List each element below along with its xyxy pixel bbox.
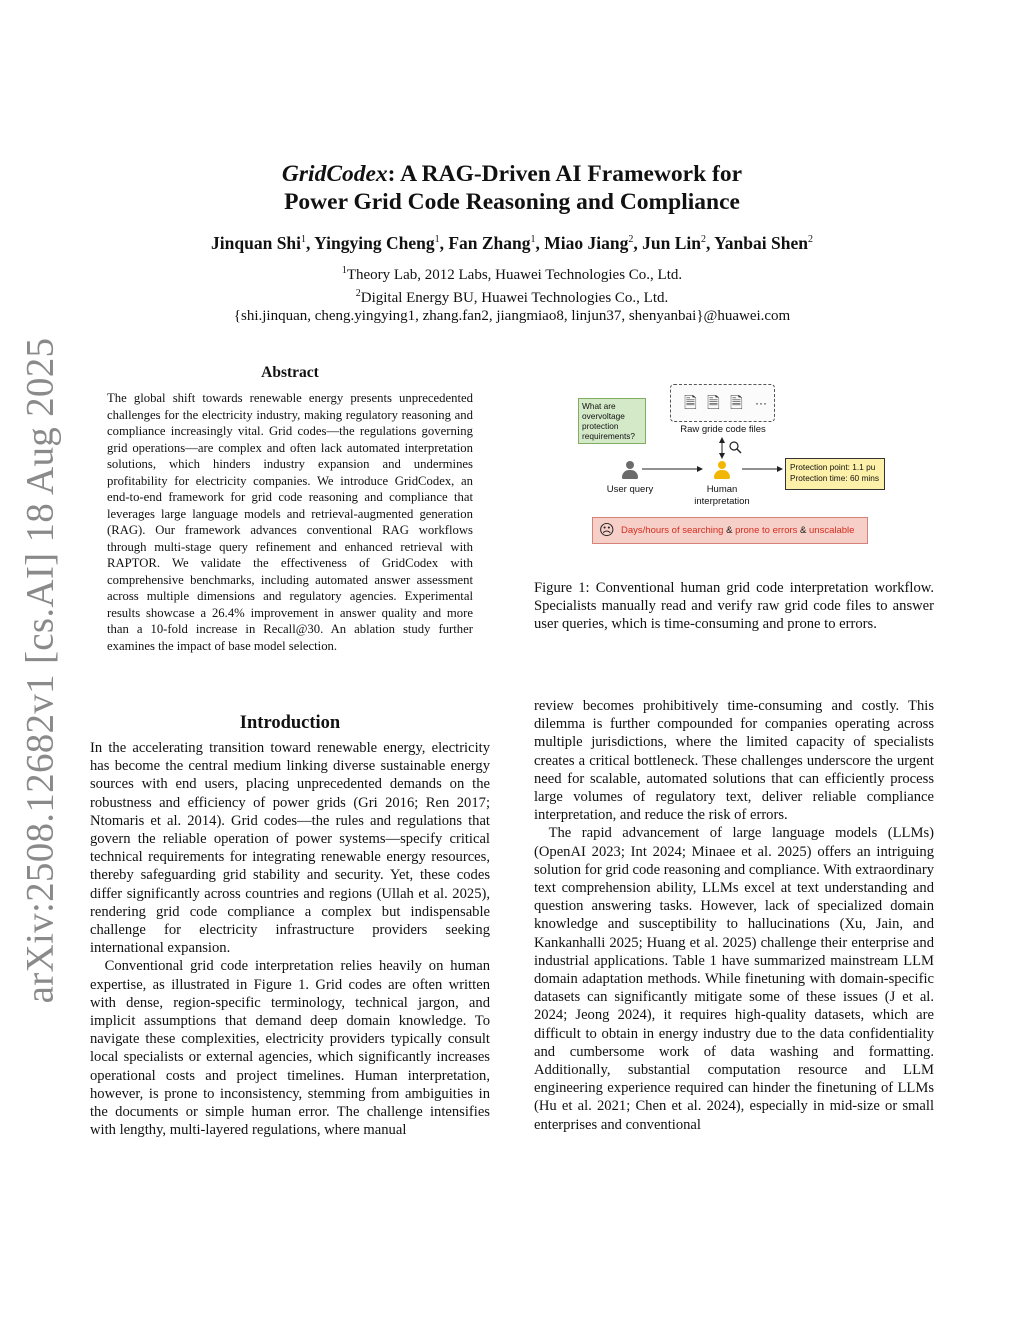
paragraph: Conventional grid code interpretation relies heavily on human expertise, as illustrated in Figure 1. Grid codes are often written with dense, region-specific terminology, technical jargon, and implicit assumptions that demand deep domain knowledge. To navigate these complexities, electricity providers typically consult local specialists or external agencies, which significantly increases operational costs and project timelines. Human interpretation, however, is prone to inconsistency, stemming from ambiguities in the documents or simple human error. The challenge intensifies with lengthy, multi-layered regulations, where manual [90,958,490,1139]
abstract-text: The global shift towards renewable energy presents unprecedented challenges for the electricity industry, making regulatory reasoning and compliance increasingly vital. Grid codes—the regulations governing grid operations—are complex and often lack automated interpretation solutions, which hinders industry expansion and undermines profitability for electricity companies. We introduce GridCodex, an end-to-end framework for grid code reasoning and compliance that leverages large language models and retrieval-augmented generation (RAG). Our framework advances conventional RAG workflows through multi-stage query refinement and enhanced retrieval with RAPTOR. We validate the effectiveness of GridCodex with comprehensive benchmarks, including automated answer assessment across multiple dimensions and regulatory agencies. Experimental results showcase a 26.4% improvement in answer quality and more than a 10-fold increase in Recall@30. An ablation study further examines the impact of base model selection. [107,391,473,653]
drawbacks-banner: ☹ Days/hours of searching & prone to errors & unscalable [592,517,868,544]
paper-title [150,160,874,216]
paragraph: In the accelerating transition toward renewable energy, electricity has become the central medium linking diverse sustainable energy sources with end users, placing unprecedented demands on the robustness and efficiency of power grids (Gri 2016; Ren 2017; Ntomaris et al. 2014). Grid codes—the rules and regulations that govern the reliable operation of power systems—specify critical technical requirements for integrating renewable energy resources, thereby safeguarding grid stability and security. Yet, these codes differ significantly across countries and regions (Ullah et al. 2025), rendering grid code compliance a complex but indispensable challenge for electricity infrastructure providers seeking international expansion. [90,740,490,957]
title-line1: : A RAG-Driven AI Framework for [387,161,743,187]
author: Jun Lin$^2$ [642,233,706,253]
magnifier-icon [730,442,738,450]
author-list: Jinquan Shi$^1$, Yingying Cheng$^1$, Fan Zhang$^1$, Miao Jiang$^2$, Jun Lin$^2$, Yanbai Shen$^2$ [211,233,813,253]
more-icon: ··· [755,396,767,410]
user-query-label: User query [606,484,654,495]
author: Yingying Cheng$^1$ [314,233,440,253]
affiliations [100,262,924,326]
human-interpretation-label: Human interpretation [694,484,750,507]
author-emails: {shi.jinquan, cheng.yingying1, zhang.fan2, jiangmiao8, linjun37, shenyanbai}@huawei.com [233,308,791,324]
abstract-heading: Abstract [261,364,319,381]
arxiv-identifier: arXiv:2508.12682v1 [cs.AI] 18 Aug 2025 [18,337,62,1004]
user-question-box: What are overvoltage protection requirements? [578,398,646,444]
left-column-body [90,739,490,1139]
title-framework-name: GridCodex [281,161,388,187]
paragraph: review becomes prohibitively time-consuming and costly. This dilemma is further compounded for companies operating across multiple jurisdictions, where the limited capacity of specialists creates a critical bottleneck. These challenges underscore the urgent need for scalable, automated solutions that can efficiently process large volumes of regulatory text, deliver reliable compliance interpretation, and reduce the risk of errors. [534,698,934,824]
paragraph: The rapid advancement of large language models (LLMs) (OpenAI 2023; Int 2024; Minaee et al. 2025) offers an intriguing solution for grid code reasoning and compliance. With extraordinary text comprehension ability, LLMs excel at text understanding and question answering tasks. However, lack of specialized domain knowledge and susceptibility to hallucinations (Xu, Jain, and Kankanhalli 2025; Huang et al. 2025) challenge their enterprise and industrial applications. Table 1 have summarized mainstream LLM domain adaptation methods. While finetuning with domain-specific datasets can significantly mitigate some of these issues (J et al. 2024; Jeong 2024), it requires high-quality datasets, which are difficult to obtain in energy industry due to the data confidentiality and cumbersome work of data washing and formatting. Additionally, substantial computation resource and LLM engineering experience required can hinder the finetuning of LLMs (Hu et al. 2021; Chen et al. 2024), especially in mid-size or small enterprises and conventional [534,825,934,1133]
user-icon [622,461,638,479]
introduction-heading: Introduction [239,713,341,733]
title-line2: Power Grid Code Reasoning and Compliance [284,189,740,215]
sad-face-icon: ☹ [599,522,615,539]
protection-output-box: Protection point: 1.1 pu Protection time: 60 mins [785,458,885,490]
raw-grid-code-files-box [670,384,775,422]
right-column-body [534,697,934,1134]
document-icon: 🗎 [730,395,743,412]
author: Miao Jiang$^2$ [544,233,634,253]
figure-1-diagram [570,382,910,552]
author: Yanbai Shen$^2$ [714,233,813,253]
human-expert-icon [714,461,730,479]
files-label: Raw gride code files [680,424,766,435]
affiliation-1: $^1$Theory Lab, 2012 Labs, Huawei Technologies Co., Ltd. [341,265,683,283]
author: Jinquan Shi$^1$ [211,233,307,253]
figure-1-caption: Figure 1: Conventional human grid code interpretation workflow. Specialists manually read and verify raw grid code files to answer user queries, which is time-consuming and prone to errors. [534,580,934,633]
document-icon: 🗎 [684,395,697,412]
affiliation-2: $^2$Digital Energy BU, Huawei Technologies Co., Ltd. [355,287,669,306]
author: Fan Zhang$^1$ [448,233,536,253]
document-icon: 🗎 [707,395,720,412]
